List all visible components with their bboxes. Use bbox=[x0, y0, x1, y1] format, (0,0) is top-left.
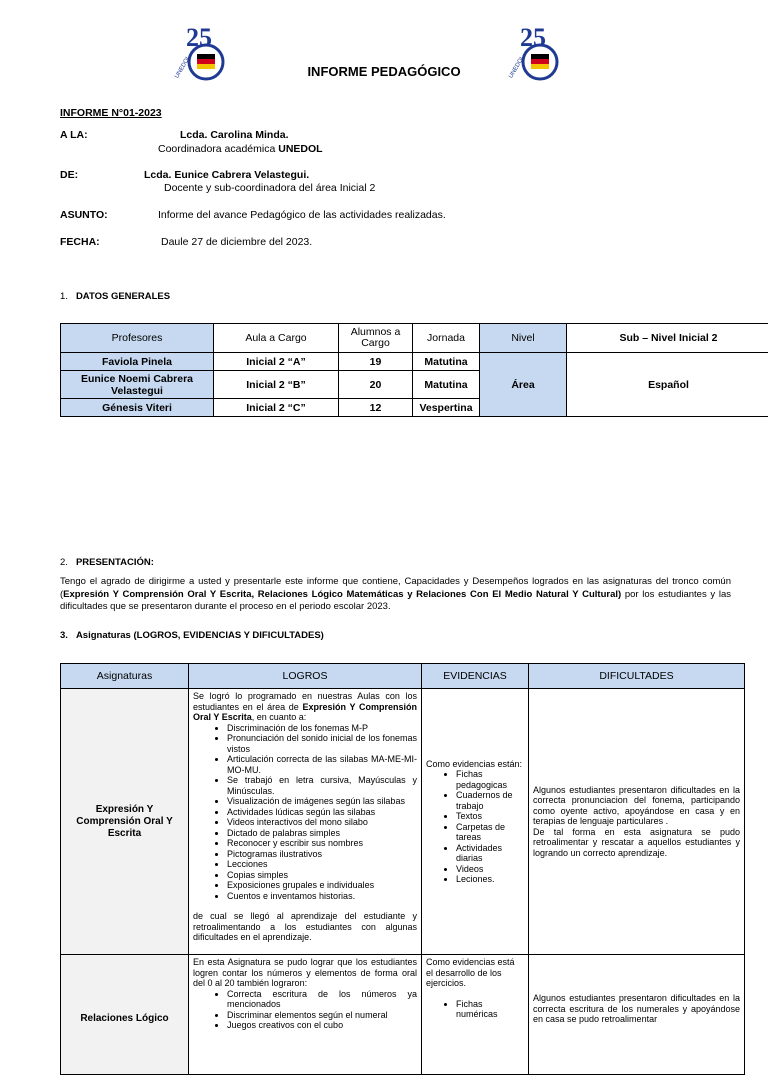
table-cell: Matutina bbox=[413, 353, 480, 371]
from-role: Docente y sub-coordinadora del área Inicial 2 bbox=[164, 182, 375, 194]
list-item: • Cuentos e inventamos historias. bbox=[227, 891, 417, 902]
list-item: • Actividades diarias bbox=[456, 843, 524, 864]
section1-heading: 1. DATOS GENERALES bbox=[60, 291, 170, 302]
subject-cell: Expresión Y Comprensión Oral Y Escrita bbox=[61, 689, 189, 955]
list-item: • Juegos creativos con el cubo bbox=[227, 1020, 417, 1031]
table-cell: Faviola Pinela bbox=[61, 353, 214, 371]
list-item: • Copias simples bbox=[227, 870, 417, 881]
table-cell: 12 bbox=[339, 399, 413, 417]
presentation-paragraph: Tengo el agrado de dirigirme a usted y presentarle este informe que contiene, Capacidades y Desempeños logrados en las asignaturas del tronco común (Expresión Y Comprensión Oral Y Escrita, Relaciones Lógico Matemáticas y Relaciones Con El Medio Natural Y Cultural) por los estudiantes y las dificultades que se presentaron durante el proceso en el periodo escolar 2023. bbox=[60, 576, 731, 614]
list-item: • Textos bbox=[456, 811, 524, 822]
table-cell: Eunice Noemi Cabrera Velastegui bbox=[61, 371, 214, 399]
to-name: Lcda. Carolina Minda. bbox=[180, 129, 289, 141]
evidencias-cell: Como evidencias está el desarrollo de los ejercicios. • Fichas numéricas bbox=[422, 955, 529, 1075]
list-item: • Correcta escritura de los números ya mencionados bbox=[227, 989, 417, 1010]
list-item: • Fichas pedagogicas bbox=[456, 769, 524, 790]
list-item: • Lecciones bbox=[227, 859, 417, 870]
header-cell: DIFICULTADES bbox=[529, 664, 745, 689]
table-cell: 20 bbox=[339, 371, 413, 399]
subject-text: Informe del avance Pedagógico de las actividades realizadas. bbox=[158, 209, 446, 221]
list-item: • Discriminar elementos según el numeral bbox=[227, 1010, 417, 1021]
table-cell: Génesis Viteri bbox=[61, 399, 214, 417]
from-label: DE: bbox=[60, 169, 78, 181]
list-item: • Leciones. bbox=[456, 874, 524, 885]
subjects-table bbox=[60, 663, 745, 1075]
list-item: • Videos interactivos del mono silabo bbox=[227, 817, 417, 828]
subject-cell: Relaciones Lógico bbox=[61, 955, 189, 1075]
table-cell: Matutina bbox=[413, 371, 480, 399]
table-cell: 19 bbox=[339, 353, 413, 371]
logros-cell: En esta Asignatura se pudo lograr que los estudiantes logren contar los números y elementos de forma oral del 0 al 20 también lograron: • Correcta escritura de los números ya mencionados • Discriminar elementos según el numeral • Juegos creativos con el cubo bbox=[189, 955, 422, 1075]
logo-number: 25 bbox=[520, 24, 546, 52]
list-item: • Pictogramas ilustrativos bbox=[227, 849, 417, 860]
date-label: FECHA: bbox=[60, 236, 100, 248]
logo-caption: UNEDOL bbox=[174, 54, 192, 79]
logo-number: 25 bbox=[186, 24, 212, 52]
table-row bbox=[61, 353, 768, 371]
area-value-cell: Español bbox=[567, 353, 768, 417]
to-label: A LA: bbox=[60, 129, 88, 141]
date-text: Daule 27 de diciembre del 2023. bbox=[161, 236, 312, 248]
from-name: Lcda. Eunice Cabrera Velastegui. bbox=[144, 169, 309, 181]
header-cell: LOGROS bbox=[189, 664, 422, 689]
list-item: • Discriminación de los fonemas M-P bbox=[227, 723, 417, 734]
header-cell: Sub – Nivel Inicial 2 bbox=[567, 324, 768, 353]
evidencias-cell: Como evidencias están: • Fichas pedagogicas • Cuadernos de trabajo • Textos • Carpetas de tareas • Actividades diarias • Videos • Leciones. bbox=[422, 689, 529, 955]
report-number: INFORME N°01-2023 bbox=[60, 107, 162, 119]
header-cell: Asignaturas bbox=[61, 664, 189, 689]
to-role: Coordinadora académica UNEDOL bbox=[158, 143, 323, 155]
list-item: • Pronunciación del sonido inicial de los fonemas vistos bbox=[227, 733, 417, 754]
table-cell: Inicial 2 “A” bbox=[214, 353, 339, 371]
subject-label: ASUNTO: bbox=[60, 209, 108, 221]
header-cell: Jornada bbox=[413, 324, 480, 353]
section3-heading: 3. Asignaturas (LOGROS, EVIDENCIAS Y DIFICULTADES) bbox=[60, 630, 324, 641]
list-item: • Cuadernos de trabajo bbox=[456, 790, 524, 811]
list-item: • Dictado de palabras simples bbox=[227, 828, 417, 839]
header-cell: Nivel bbox=[480, 324, 567, 353]
table-cell: Vespertina bbox=[413, 399, 480, 417]
list-item: • Exposiciones grupales e individuales bbox=[227, 880, 417, 891]
header-cell: Profesores bbox=[61, 324, 214, 353]
header-cell: Aula a Cargo bbox=[214, 324, 339, 353]
general-data-table bbox=[60, 323, 768, 417]
list-item: • Reconocer y escribir sus nombres bbox=[227, 838, 417, 849]
list-item: • Videos bbox=[456, 864, 524, 875]
header-cell: Alumnos a Cargo bbox=[339, 324, 413, 353]
list-item: • Visualización de imágenes según las silabas bbox=[227, 796, 417, 807]
table-cell: Inicial 2 “B” bbox=[214, 371, 339, 399]
table-row bbox=[61, 955, 745, 1075]
header-cell: EVIDENCIAS bbox=[422, 664, 529, 689]
table-cell: Inicial 2 “C” bbox=[214, 399, 339, 417]
list-item: • Fichas numéricas bbox=[456, 999, 524, 1020]
list-item: • Carpetas de tareas bbox=[456, 822, 524, 843]
area-label-cell: Área bbox=[480, 353, 567, 417]
section2-heading: 2. PRESENTACIÓN: bbox=[60, 557, 154, 568]
list-item: • Se trabajó en letra cursiva, Mayúsculas y Minúsculas. bbox=[227, 775, 417, 796]
list-item: • Actividades lúdicas según las silabas bbox=[227, 807, 417, 818]
list-item: • Articulación correcta de las silabas MA-ME-MI-MO-MU. bbox=[227, 754, 417, 775]
logo-caption: UNEDOL bbox=[508, 54, 526, 79]
logros-cell: Se logró lo programado en nuestras Aulas con los estudiantes en el área de Expresión Y Comprensión Oral Y Escrita, en cuanto a: • Discriminación de los fonemas M-P • Pronunciación del sonido inicial de los fonemas vistos • Articulación correcta de las silabas MA-ME-MI-MO-MU. • Se trabajó en letra cursiva, Mayúsculas y Minúsculas. • Visualización de imágenes según las silabas • Actividades lúdicas según las silabas • Videos interactivos del mono silabo • Dictado de palabras simples • Reconocer y escribir sus nombres • Pictogramas ilustrativos • Lecciones • Copias simples • Exposiciones grupales e individuales • Cuentos e inventamos historias. de cual se llegó al aprendizaje del estudiante y retroalimentando a los estudiantes con algunas dificultades en el aprendizaje. bbox=[189, 689, 422, 955]
document-title: INFORME PEDAGÓGICO bbox=[0, 64, 768, 79]
dificultades-cell: Algunos estudiantes presentaron dificultades en la correcta escritura de los numerales y apoyándose en casa se pudo retroalimentar bbox=[529, 955, 745, 1075]
dificultades-cell: Algunos estudiantes presentaron dificultades en la correcta pronunciacion del fonema, participando como oyente activo, apoyándose en casa y en terapias de lenguaje particulares . De tal forma en esta asignatura se pudo retroalimentar y rescatar a aquellos estudiantes y logrando un correcto aprendizaje. bbox=[529, 689, 745, 955]
table-row bbox=[61, 689, 745, 955]
